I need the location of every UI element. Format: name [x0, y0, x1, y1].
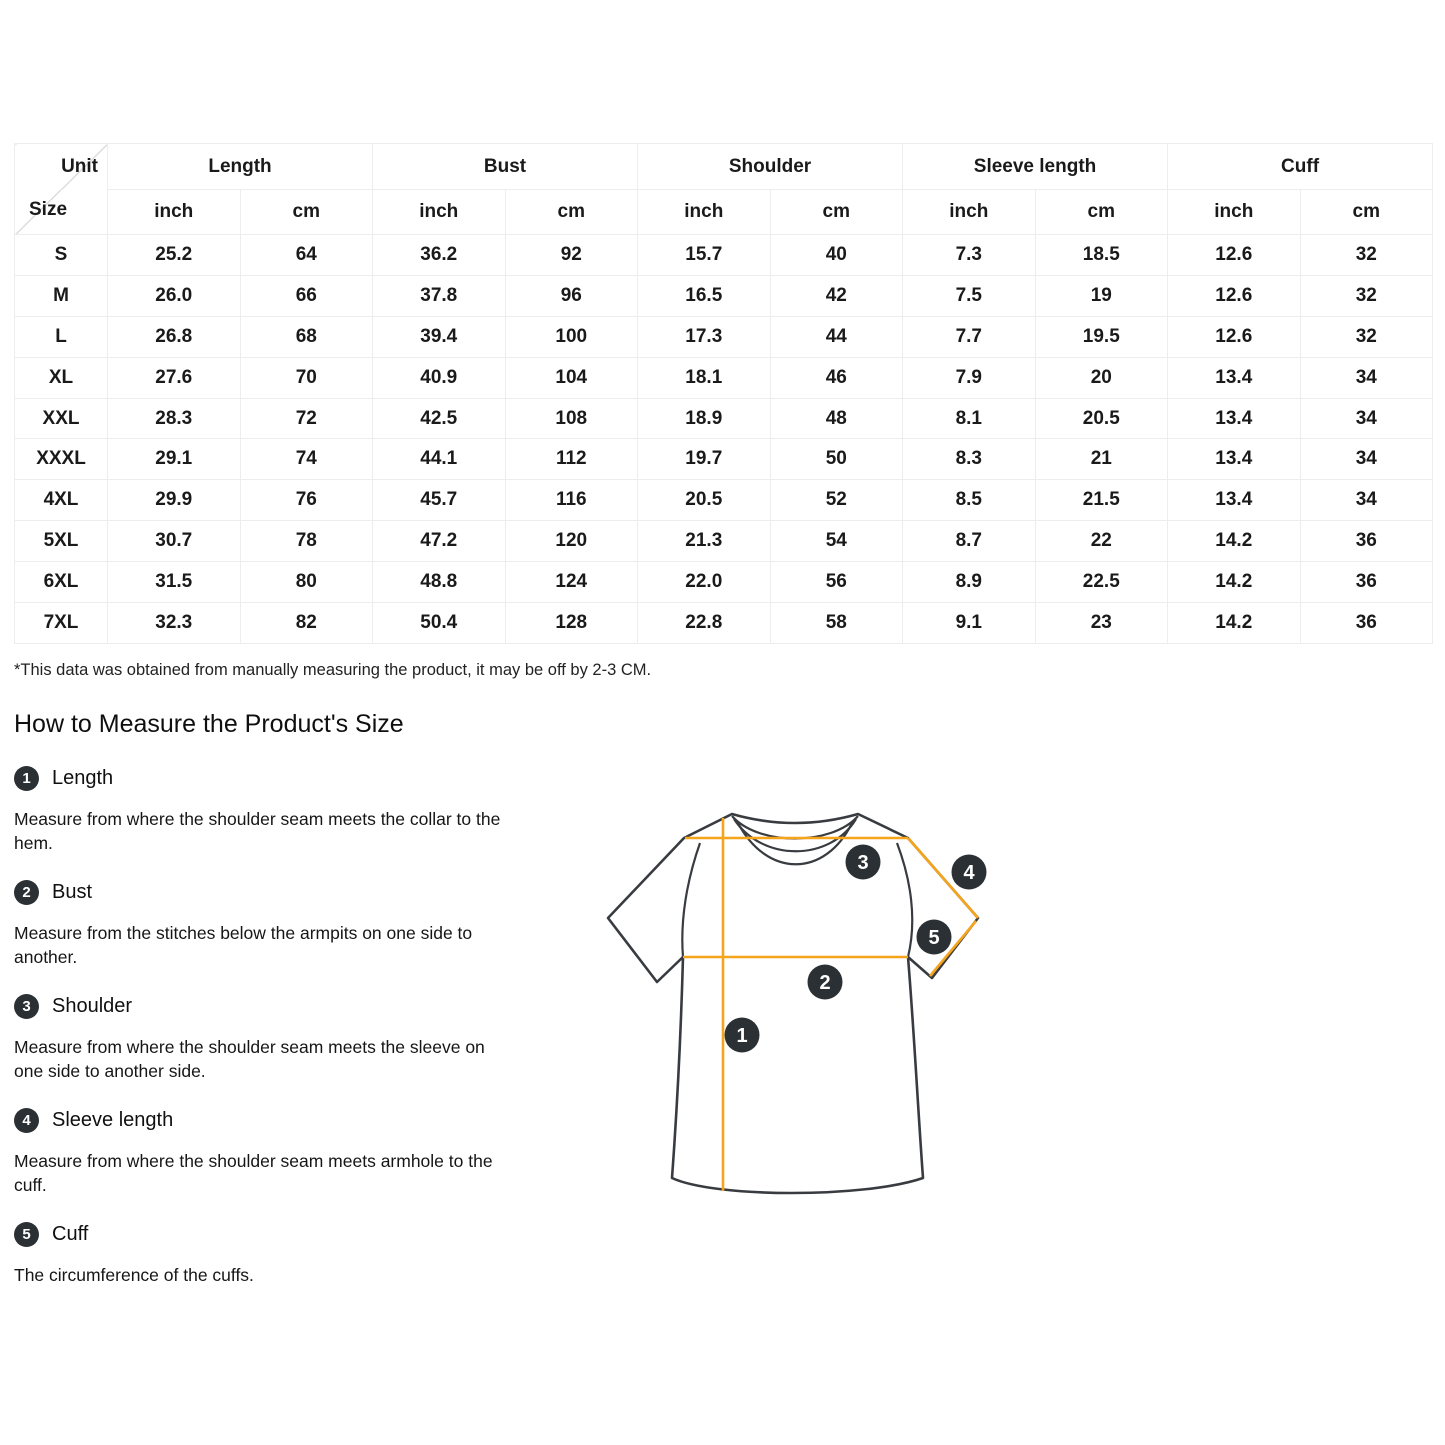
- measurement-value: 13.4: [1168, 439, 1301, 480]
- measurement-value: 9.1: [903, 603, 1036, 644]
- column-group-cuff: Cuff: [1168, 144, 1433, 190]
- measurement-value: 20.5: [1035, 398, 1168, 439]
- measurement-value: 36: [1300, 562, 1433, 603]
- measurement-value: 8.9: [903, 562, 1036, 603]
- measurement-value: 50: [770, 439, 903, 480]
- measurement-value: 52: [770, 480, 903, 521]
- step-description: Measure from the stitches below the armpits on one side to another.: [14, 923, 473, 967]
- measurement-value: 27.6: [108, 357, 241, 398]
- measurement-value: 14.2: [1168, 521, 1301, 562]
- measurement-value: 19.7: [638, 439, 771, 480]
- measurement-value: 66: [240, 275, 373, 316]
- unit-header-cm: cm: [505, 190, 638, 235]
- unit-header-cm: cm: [240, 190, 373, 235]
- measurement-value: 32: [1300, 316, 1433, 357]
- column-group-sleeve-length: Sleeve length: [903, 144, 1168, 190]
- corner-size-label: Size: [29, 199, 68, 220]
- measure-step: [14, 1222, 524, 1287]
- measurement-value: 76: [240, 480, 373, 521]
- measurement-value: 7.3: [903, 235, 1036, 276]
- measurement-value: 28.3: [108, 398, 241, 439]
- measurement-value: 7.7: [903, 316, 1036, 357]
- step-label: Shoulder: [52, 995, 133, 1017]
- measurement-value: 48.8: [373, 562, 506, 603]
- measurement-value: 20.5: [638, 480, 771, 521]
- measurement-value: 23: [1035, 603, 1168, 644]
- measurement-value: 54: [770, 521, 903, 562]
- corner-unit-label: Unit: [61, 156, 98, 177]
- table-unit-header-row: [15, 190, 1433, 235]
- size-label: XXXL: [15, 439, 108, 480]
- measurement-value: 128: [505, 603, 638, 644]
- measurement-value: 25.2: [108, 235, 241, 276]
- measurement-value: 50.4: [373, 603, 506, 644]
- measurement-value: 8.7: [903, 521, 1036, 562]
- measure-step-header: [14, 1222, 524, 1247]
- measurement-value: 32.3: [108, 603, 241, 644]
- measurement-value: 96: [505, 275, 638, 316]
- measurement-value: 44.1: [373, 439, 506, 480]
- measurement-value: 8.3: [903, 439, 1036, 480]
- diagram-badge-number: 3: [857, 852, 869, 874]
- measurement-value: 34: [1300, 398, 1433, 439]
- measure-step: [14, 1108, 524, 1197]
- measurement-value: 70: [240, 357, 373, 398]
- step-label: Bust: [52, 881, 93, 903]
- step-number-badge: 3: [14, 994, 39, 1019]
- table-row: [15, 275, 1433, 316]
- tshirt-measurement-diagram: [580, 800, 1020, 1240]
- measurement-value: 74: [240, 439, 373, 480]
- step-description: The circumference of the cuffs.: [14, 1265, 254, 1285]
- measurement-value: 26.0: [108, 275, 241, 316]
- measurement-value: 37.8: [373, 275, 506, 316]
- measurement-value: 21: [1035, 439, 1168, 480]
- measurement-value: 14.2: [1168, 562, 1301, 603]
- step-label: Cuff: [52, 1223, 89, 1245]
- measure-step-header: [14, 994, 524, 1019]
- measurement-value: 22.8: [638, 603, 771, 644]
- measurement-value: 17.3: [638, 316, 771, 357]
- table-row: [15, 603, 1433, 644]
- measurement-value: 20: [1035, 357, 1168, 398]
- size-chart-table: [14, 143, 1433, 644]
- measurement-value: 22.5: [1035, 562, 1168, 603]
- how-to-measure-title: How to Measure the Product's Size: [14, 710, 404, 738]
- measurement-value: 19.5: [1035, 316, 1168, 357]
- diagram-badge-number: 5: [928, 927, 940, 949]
- measurement-value: 116: [505, 480, 638, 521]
- measurement-value: 18.9: [638, 398, 771, 439]
- unit-header-inch: inch: [638, 190, 771, 235]
- measurement-value: 22.0: [638, 562, 771, 603]
- measurement-value: 8.5: [903, 480, 1036, 521]
- size-label: L: [15, 316, 108, 357]
- step-label: Sleeve length: [52, 1109, 174, 1131]
- measurement-value: 45.7: [373, 480, 506, 521]
- measurement-value: 120: [505, 521, 638, 562]
- step-number-badge: 5: [14, 1222, 39, 1247]
- table-row: [15, 480, 1433, 521]
- measurement-value: 36: [1300, 521, 1433, 562]
- measurement-value: 108: [505, 398, 638, 439]
- size-label: 5XL: [15, 521, 108, 562]
- measurement-value: 82: [240, 603, 373, 644]
- measurement-value: 21.5: [1035, 480, 1168, 521]
- table-row: [15, 357, 1433, 398]
- table-group-header-row: [15, 144, 1433, 190]
- measurement-value: 18.1: [638, 357, 771, 398]
- measurement-value: 7.5: [903, 275, 1036, 316]
- measure-step-header: [14, 766, 524, 791]
- measurement-value: 32: [1300, 275, 1433, 316]
- measurement-value: 48: [770, 398, 903, 439]
- step-number-badge: 4: [14, 1108, 39, 1133]
- table-row: [15, 562, 1433, 603]
- measurement-value: 15.7: [638, 235, 771, 276]
- step-label: Length: [52, 767, 114, 789]
- measurement-value: 39.4: [373, 316, 506, 357]
- measurement-value: 18.5: [1035, 235, 1168, 276]
- diagram-badge-number: 2: [819, 972, 831, 994]
- measurement-value: 7.9: [903, 357, 1036, 398]
- step-description: Measure from where the shoulder seam meets armhole to the cuff.: [14, 1151, 493, 1195]
- measurement-value: 12.6: [1168, 275, 1301, 316]
- measurement-value: 19: [1035, 275, 1168, 316]
- measurement-value: 34: [1300, 439, 1433, 480]
- measurement-value: 100: [505, 316, 638, 357]
- table-row: [15, 235, 1433, 276]
- measurement-value: 13.4: [1168, 357, 1301, 398]
- size-label: XL: [15, 357, 108, 398]
- measurement-value: 58: [770, 603, 903, 644]
- measurement-value: 30.7: [108, 521, 241, 562]
- step-description: Measure from where the shoulder seam meets the sleeve on one side to another side.: [14, 1037, 485, 1081]
- table-row: [15, 439, 1433, 480]
- measurement-value: 42.5: [373, 398, 506, 439]
- measurement-value: 42: [770, 275, 903, 316]
- measure-steps-list: [14, 766, 524, 1312]
- measurement-value: 40.9: [373, 357, 506, 398]
- measurement-value: 29.1: [108, 439, 241, 480]
- unit-header-inch: inch: [373, 190, 506, 235]
- measurement-value: 112: [505, 439, 638, 480]
- size-label: XXL: [15, 398, 108, 439]
- measurement-value: 34: [1300, 357, 1433, 398]
- measurement-value: 16.5: [638, 275, 771, 316]
- measurement-value: 44: [770, 316, 903, 357]
- step-description: Measure from where the shoulder seam meets the collar to the hem.: [14, 809, 501, 853]
- size-label: 7XL: [15, 603, 108, 644]
- column-group-bust: Bust: [373, 144, 638, 190]
- measurement-value: 34: [1300, 480, 1433, 521]
- unit-header-inch: inch: [1168, 190, 1301, 235]
- measurement-disclaimer: *This data was obtained from manually measuring the product, it may be off by 2-3 CM.: [14, 661, 652, 679]
- measurement-value: 13.4: [1168, 398, 1301, 439]
- measure-step-header: [14, 880, 524, 905]
- measurement-value: 47.2: [373, 521, 506, 562]
- measurement-value: 104: [505, 357, 638, 398]
- measure-step-header: [14, 1108, 524, 1133]
- measurement-value: 26.8: [108, 316, 241, 357]
- measurement-value: 68: [240, 316, 373, 357]
- size-label: 6XL: [15, 562, 108, 603]
- size-label: S: [15, 235, 108, 276]
- column-group-shoulder: Shoulder: [638, 144, 903, 190]
- step-number-badge: 2: [14, 880, 39, 905]
- measurement-value: 21.3: [638, 521, 771, 562]
- measurement-value: 29.9: [108, 480, 241, 521]
- unit-header-cm: cm: [1035, 190, 1168, 235]
- measurement-value: 13.4: [1168, 480, 1301, 521]
- measurement-value: 92: [505, 235, 638, 276]
- measurement-value: 80: [240, 562, 373, 603]
- measurement-value: 36.2: [373, 235, 506, 276]
- table-row: [15, 316, 1433, 357]
- unit-header-inch: inch: [903, 190, 1036, 235]
- diagram-badge-number: 1: [736, 1025, 748, 1047]
- measurement-value: 40: [770, 235, 903, 276]
- measurement-value: 8.1: [903, 398, 1036, 439]
- measurement-value: 14.2: [1168, 603, 1301, 644]
- step-number-badge: 1: [14, 766, 39, 791]
- table-row: [15, 521, 1433, 562]
- table-row: [15, 398, 1433, 439]
- measurement-value: 22: [1035, 521, 1168, 562]
- size-label: M: [15, 275, 108, 316]
- diagram-badge-number: 4: [963, 862, 975, 884]
- measurement-value: 12.6: [1168, 235, 1301, 276]
- measurement-value: 78: [240, 521, 373, 562]
- measurement-value: 46: [770, 357, 903, 398]
- measurement-value: 36: [1300, 603, 1433, 644]
- measurement-value: 32: [1300, 235, 1433, 276]
- measurement-value: 12.6: [1168, 316, 1301, 357]
- column-group-length: Length: [108, 144, 373, 190]
- unit-header-inch: inch: [108, 190, 241, 235]
- unit-header-cm: cm: [1300, 190, 1433, 235]
- measurement-value: 124: [505, 562, 638, 603]
- measure-step: [14, 880, 524, 969]
- unit-header-cm: cm: [770, 190, 903, 235]
- unit-size-corner-cell: [15, 144, 108, 235]
- measurement-value: 64: [240, 235, 373, 276]
- measurement-value: 56: [770, 562, 903, 603]
- size-label: 4XL: [15, 480, 108, 521]
- measure-step: [14, 994, 524, 1083]
- tshirt-outline: [608, 814, 978, 1193]
- measurement-value: 72: [240, 398, 373, 439]
- measurement-value: 31.5: [108, 562, 241, 603]
- measure-step: [14, 766, 524, 855]
